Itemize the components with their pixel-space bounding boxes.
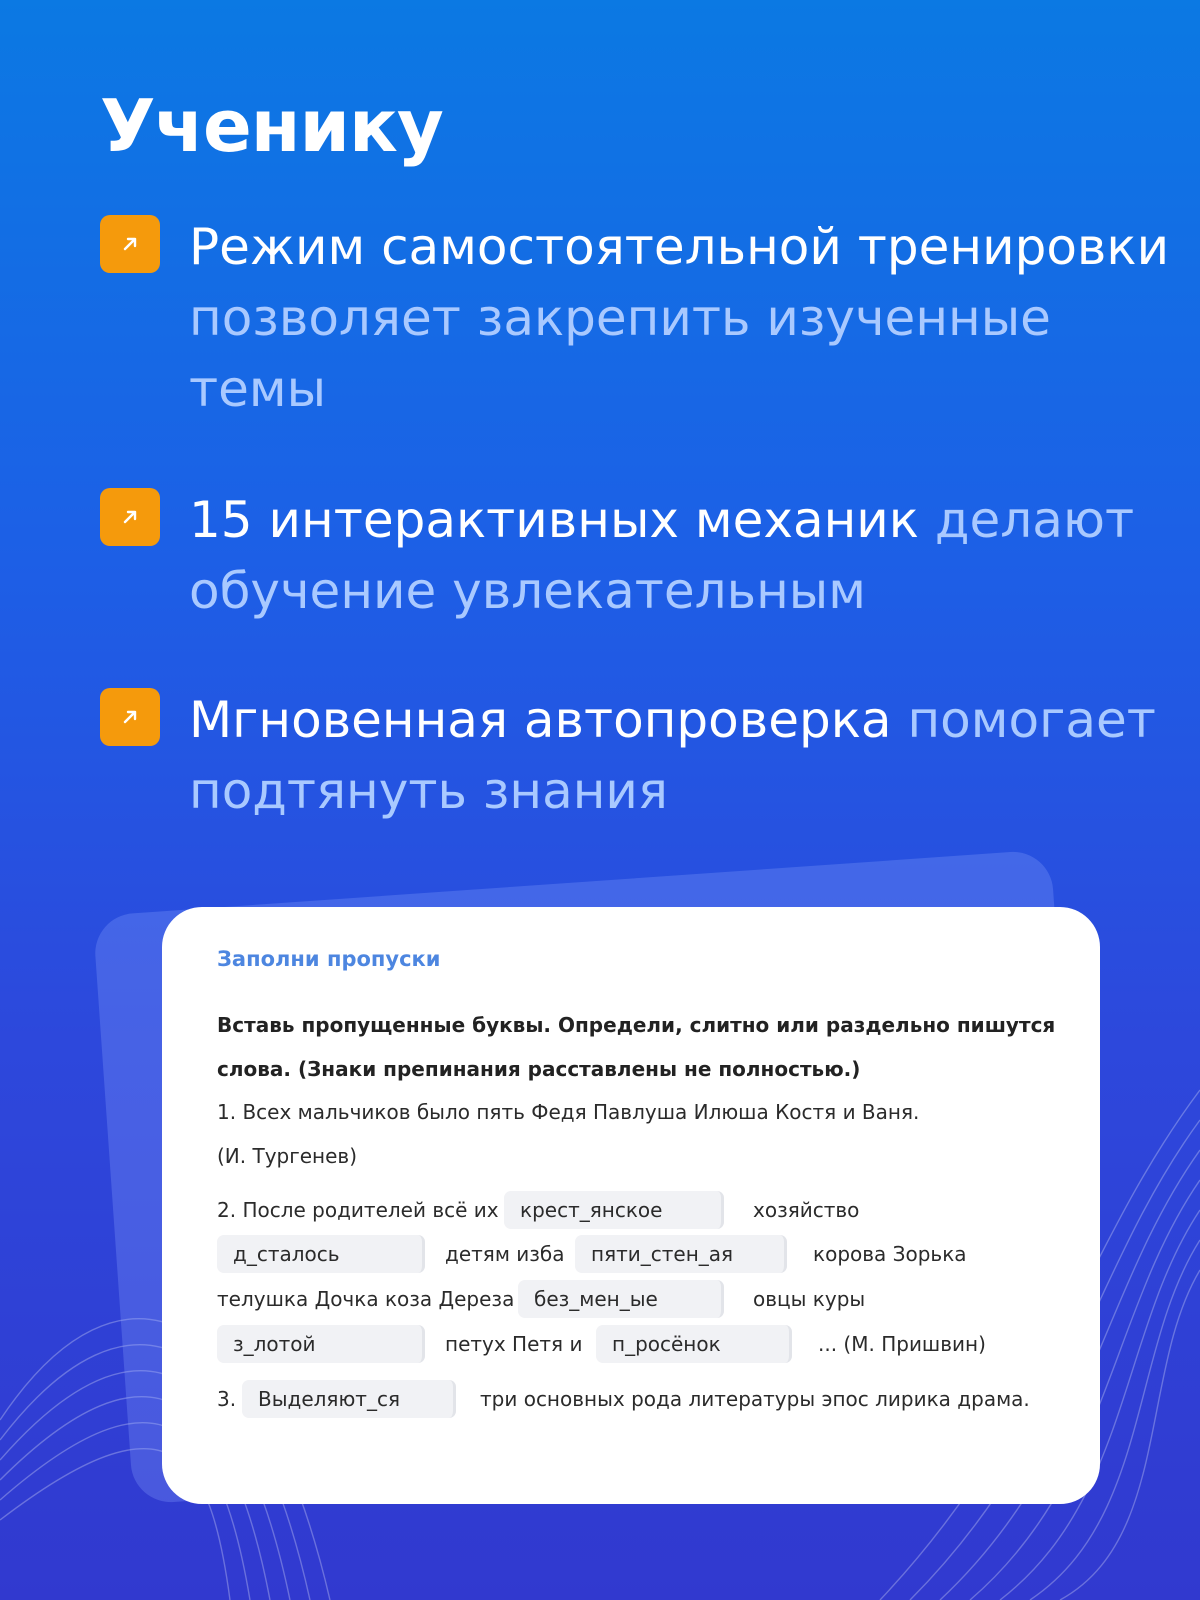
exercise-heading: Заполни пропуски <box>217 947 441 971</box>
exercise-item-2-text: телушка Дочка коза Дереза <box>217 1287 515 1311</box>
blank-input[interactable]: без_мен_ые <box>518 1280 724 1318</box>
feature-highlight: Мгновенная автопроверка <box>189 691 892 749</box>
feature-text <box>189 685 1189 827</box>
exercise-instructions: Вставь пропущенные буквы. Определи, слитно или раздельно пишутся слова. (Знаки препинания расставлены не полностью.) <box>217 1013 1056 1081</box>
feature-description: помогает подтянуть знания <box>189 691 1156 820</box>
exercise-item-2-text: овцы куры <box>753 1287 866 1311</box>
blank-input[interactable]: пяти_стен_ая <box>575 1235 787 1273</box>
exercise-item-3-number: 3. <box>217 1387 237 1411</box>
blank-input[interactable]: Выделяют_ся <box>242 1380 456 1418</box>
feature-description: позволяет закрепить изученные темы <box>189 289 1051 418</box>
arrow-up-right-icon <box>100 688 160 746</box>
exercise-item-1-source: (И. Тургенев) <box>217 1144 358 1168</box>
exercise-item-1-text: 1. Всех мальчиков было пять Федя Павлуша Илюша Костя и Ваня. <box>217 1100 920 1124</box>
feature-highlight: Режим самостоятельной тренировки <box>189 218 1170 276</box>
feature-highlight: 15 интерактивных механик <box>189 491 920 549</box>
exercise-item-3-text: три основных рода литературы эпос лирика драма. <box>480 1387 1030 1411</box>
exercise-item-2-text: ... (М. Пришвин) <box>818 1332 986 1356</box>
arrow-up-right-icon <box>100 488 160 546</box>
blank-input[interactable]: з_лотой <box>217 1325 425 1363</box>
feature-text <box>189 485 1189 627</box>
exercise-card <box>162 907 1100 1504</box>
exercise-item-2-text: хозяйство <box>753 1198 860 1222</box>
blank-input[interactable]: п_росёнок <box>596 1325 792 1363</box>
exercise-item-2-text: корова Зорька <box>813 1242 967 1266</box>
blank-input[interactable]: д_сталось <box>217 1235 425 1273</box>
blank-input[interactable]: крест_янское <box>504 1191 724 1229</box>
page-title: Ученику <box>100 84 443 168</box>
arrow-up-right-icon <box>100 215 160 273</box>
exercise-item-2-text: петух Петя и <box>445 1332 583 1356</box>
exercise-item-2-text: 2. После родителей всё их <box>217 1198 499 1222</box>
exercise-item-2-text: детям изба <box>445 1242 565 1266</box>
feature-text <box>189 212 1189 425</box>
feature-description: делают обучение увлекательным <box>189 491 1135 620</box>
